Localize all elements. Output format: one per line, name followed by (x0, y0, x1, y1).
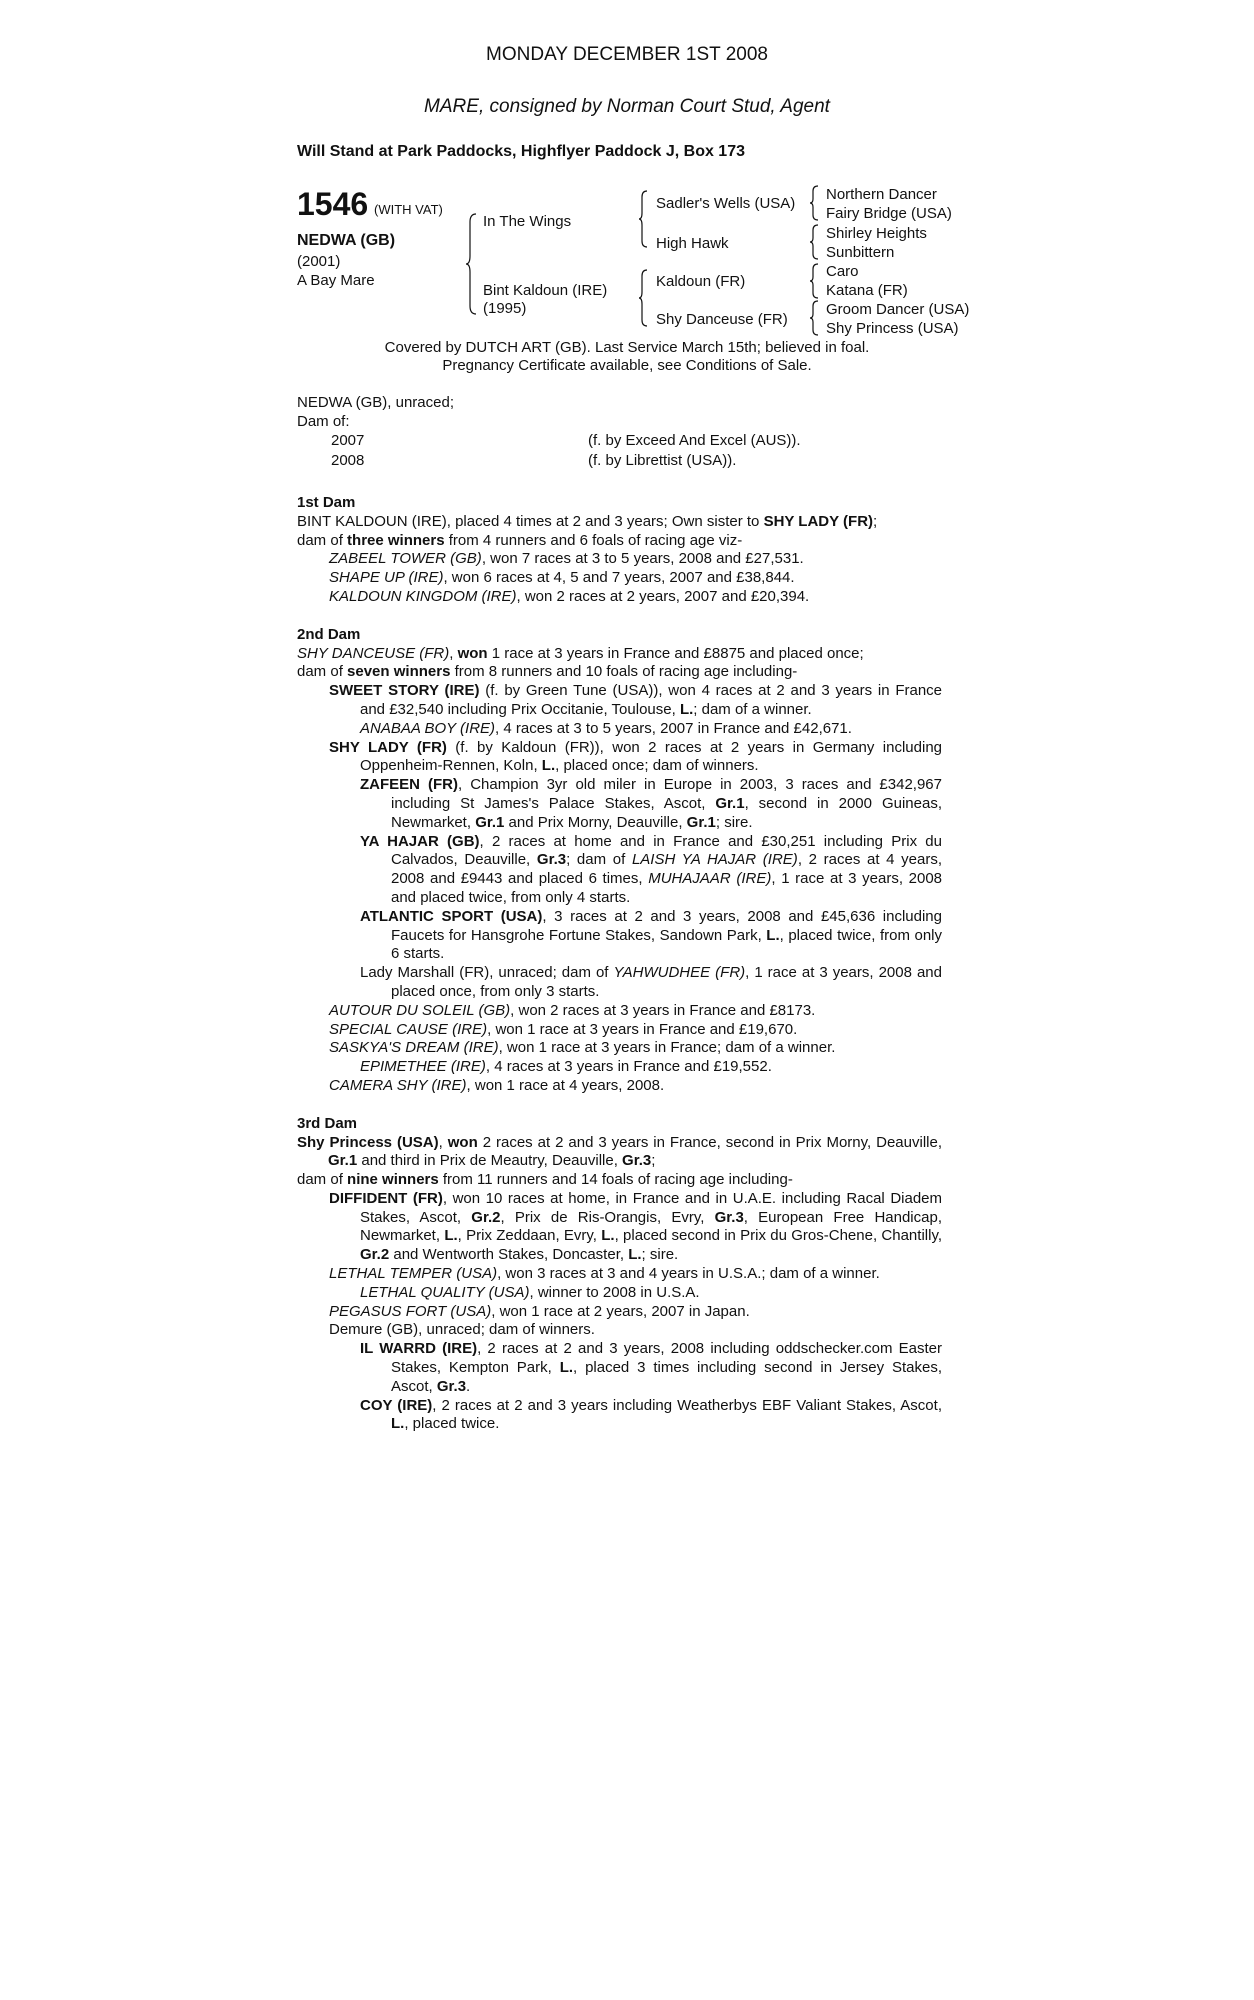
produce-entry: PEGASUS FORT (USA), won 1 race at 2 years, 2007 in Japan. (329, 1302, 750, 1320)
produce-entry: SPECIAL CAUSE (IRE), won 1 race at 3 years in France and £19,670. (329, 1020, 798, 1038)
produce-entry: ATLANTIC SPORT (USA), 3 races at 2 and 3 years, 2008 and £45,636 including Faucets for Hansgrohe Fortune Stakes, Sandown Park, L., placed twice, from only 6 starts. (360, 907, 942, 963)
produce-entry: LETHAL TEMPER (USA), won 3 races at 3 and 4 years in U.S.A.; dam of a winner. (329, 1265, 880, 1283)
vat-note: (WITH VAT) (374, 202, 443, 217)
pedigree-dam-dam: Shy Danceuse (FR) (656, 311, 788, 328)
foal-sire: (f. by Exceed And Excel (AUS)). (588, 432, 801, 449)
produce-entry: IL WARRD (IRE), 2 races at 2 and 3 years, 2008 including oddschecker.com Easter Stakes, Kempton Park, L., placed 3 times including second in Jersey Stakes, Ascot, Gr.3. (360, 1340, 942, 1395)
pedigree-dss: Caro (826, 263, 859, 280)
pedigree-dsd: Katana (FR) (826, 282, 908, 299)
produce-entry: ANABAA BOY (IRE), 4 races at 3 to 5 years, 2007 in France and £42,671. (360, 719, 852, 737)
foal-sire: (f. by Librettist (USA)). (588, 452, 737, 469)
first-dam-heading: 1st Dam (297, 494, 356, 511)
pedigree-sdd: Sunbittern (826, 244, 895, 261)
produce-entry: KALDOUN KINGDOM (IRE), won 2 races at 2 years, 2007 and £20,394. (329, 587, 810, 605)
pedigree-dam-year: (1995) (483, 300, 527, 317)
foal-year: 2008 (331, 452, 365, 469)
third-dam-summary: dam of nine winners from 11 runners and 14 foals of racing age including- (297, 1171, 793, 1189)
produce-entry: YA HAJAR (GB), 2 races at home and in France and £30,251 including Prix du Calvados, Deauville, Gr.3; dam of LAISH YA HAJAR (IRE), 2 races at 4 years, 2008 and £9443 and placed 6 times, MUHAJAAR (IRE), 1 race at 3 years, 2008 and placed twice, from only 4 starts. (360, 832, 943, 906)
horse-year: (2001) (297, 253, 341, 270)
produce-entry: Lady Marshall (FR), unraced; dam of YAHWUDHEE (FR), 1 race at 3 years, 2008 and placed once, from only 3 starts. (360, 964, 942, 1000)
third-dam-heading: 3rd Dam (297, 1114, 358, 1132)
second-dam-line: SHY DANCEUSE (FR), won 1 race at 3 years in France and £8875 and placed once; (297, 644, 864, 662)
pedigree-sire-dam: High Hawk (656, 235, 729, 252)
produce-entry: EPIMETHEE (IRE), 4 races at 3 years in France and £19,552. (360, 1058, 772, 1076)
second-dam-summary: dam of seven winners from 8 runners and 10 foals of racing age including- (297, 663, 798, 681)
pedigree-sss: Northern Dancer (826, 186, 937, 203)
catalogue-body (297, 494, 942, 1434)
pedigree-bracket-sd (810, 225, 820, 259)
produce-entry: ZAFEEN (FR), Champion 3yr old miler in Europe in 2003, 3 races and £342,967 including St James's Palace Stakes, Ascot, Gr.1, second in 2000 Guineas, Newmarket, Gr.1 and Prix Morny, Deauville, Gr.1; sire. (360, 776, 942, 831)
pedigree-bracket-main (466, 214, 478, 314)
pedigree-bracket-ss (810, 186, 820, 220)
pedigree-sire-sire: Sadler's Wells (USA) (656, 195, 796, 212)
pedigree-sds: Shirley Heights (826, 225, 927, 242)
produce-entry: SHY LADY (FR) (f. by Kaldoun (FR)), won 2 races at 2 years in Germany including Oppenheim-Rennen, Koln, L., placed once; dam of winners. (329, 738, 943, 775)
pedigree-ddd: Shy Princess (USA) (826, 320, 959, 337)
produce-entry: CAMERA SHY (IRE), won 1 race at 4 years, 2008. (329, 1076, 665, 1094)
pedigree-ssd: Fairy Bridge (USA) (826, 205, 952, 222)
covered-note: Covered by DUTCH ART (GB). Last Service March 15th; believed in foal. (384, 339, 870, 356)
pedigree-dam-sire: Kaldoun (FR) (656, 273, 746, 290)
foal-year: 2007 (331, 432, 365, 449)
pedigree-bracket-dam (639, 270, 649, 326)
pedigree-bracket-sire (639, 191, 649, 247)
produce-entry: SASKYA'S DREAM (IRE), won 1 race at 3 years in France; dam of a winner. (329, 1039, 836, 1057)
first-dam-line: BINT KALDOUN (IRE), placed 4 times at 2 and 3 years; Own sister to SHY LADY (FR); (297, 512, 878, 530)
second-dam-heading: 2nd Dam (297, 625, 361, 643)
produce-entry: ZABEEL TOWER (GB), won 7 races at 3 to 5 years, 2008 and £27,531. (329, 550, 804, 568)
horse-description: A Bay Mare (297, 272, 375, 289)
pregnancy-note: Pregnancy Certificate available, see Conditions of Sale. (442, 357, 812, 374)
produce-entry: LETHAL QUALITY (USA), winner to 2008 in U.S.A. (360, 1283, 700, 1301)
horse-name: NEDWA (GB) (297, 232, 396, 249)
produce-entry: SHAPE UP (IRE), won 6 races at 4, 5 and 7 years, 2007 and £38,844. (329, 569, 795, 587)
dam-of-label: Dam of: (297, 413, 350, 430)
produce-entry: SWEET STORY (IRE) (f. by Green Tune (USA)), won 4 races at 2 and 3 years in France and £32,540 including Prix Occitanie, Toulouse, L.; dam of a winner. (329, 682, 942, 718)
produce-entry: DIFFIDENT (FR), won 10 races at home, in France and in U.A.E. including Racal Diadem Stakes, Ascot, Gr.2, Prix de Ris-Orangis, Evry, Gr.3, European Free Handicap, Newmarket, L., Prix Zeddaan, Evry, L., placed second in Prix du Gros-Chene, Chantilly, Gr.2 and Wentworth Stakes, Doncaster, L.; sire. (329, 1189, 943, 1264)
pedigree-bracket-ds (810, 264, 820, 298)
sale-date: MONDAY DECEMBER 1ST 2008 (486, 44, 768, 65)
first-dam-summary: dam of three winners from 4 runners and 6 foals of racing age viz- (297, 531, 743, 549)
pedigree-dam: Bint Kaldoun (IRE) (483, 282, 608, 299)
produce-entry: COY (IRE), 2 races at 2 and 3 years including Weatherbys EBF Valiant Stakes, Ascot, L., placed twice. (360, 1396, 942, 1433)
produce-intro: NEDWA (GB), unraced; (297, 394, 454, 411)
consignor-line: MARE, consigned by Norman Court Stud, Agent (424, 96, 830, 117)
lot-number: 1546 (297, 186, 369, 222)
third-dam-line: Shy Princess (USA), won 2 races at 2 and 3 years in France, second in Prix Morny, Deauville, Gr.1 and third in Prix de Meautry, Deauville, Gr.3; (297, 1133, 942, 1170)
produce-entry: Demure (GB), unraced; dam of winners. (329, 1321, 595, 1339)
pedigree-sire: In The Wings (483, 213, 572, 230)
pedigree-dds: Groom Dancer (USA) (826, 301, 970, 318)
pedigree-bracket-dd (810, 301, 820, 335)
stand-location: Will Stand at Park Paddocks, Highflyer Paddock J, Box 173 (297, 143, 745, 160)
produce-entry: AUTOUR DU SOLEIL (GB), won 2 races at 3 years in France and £8173. (329, 1001, 816, 1019)
